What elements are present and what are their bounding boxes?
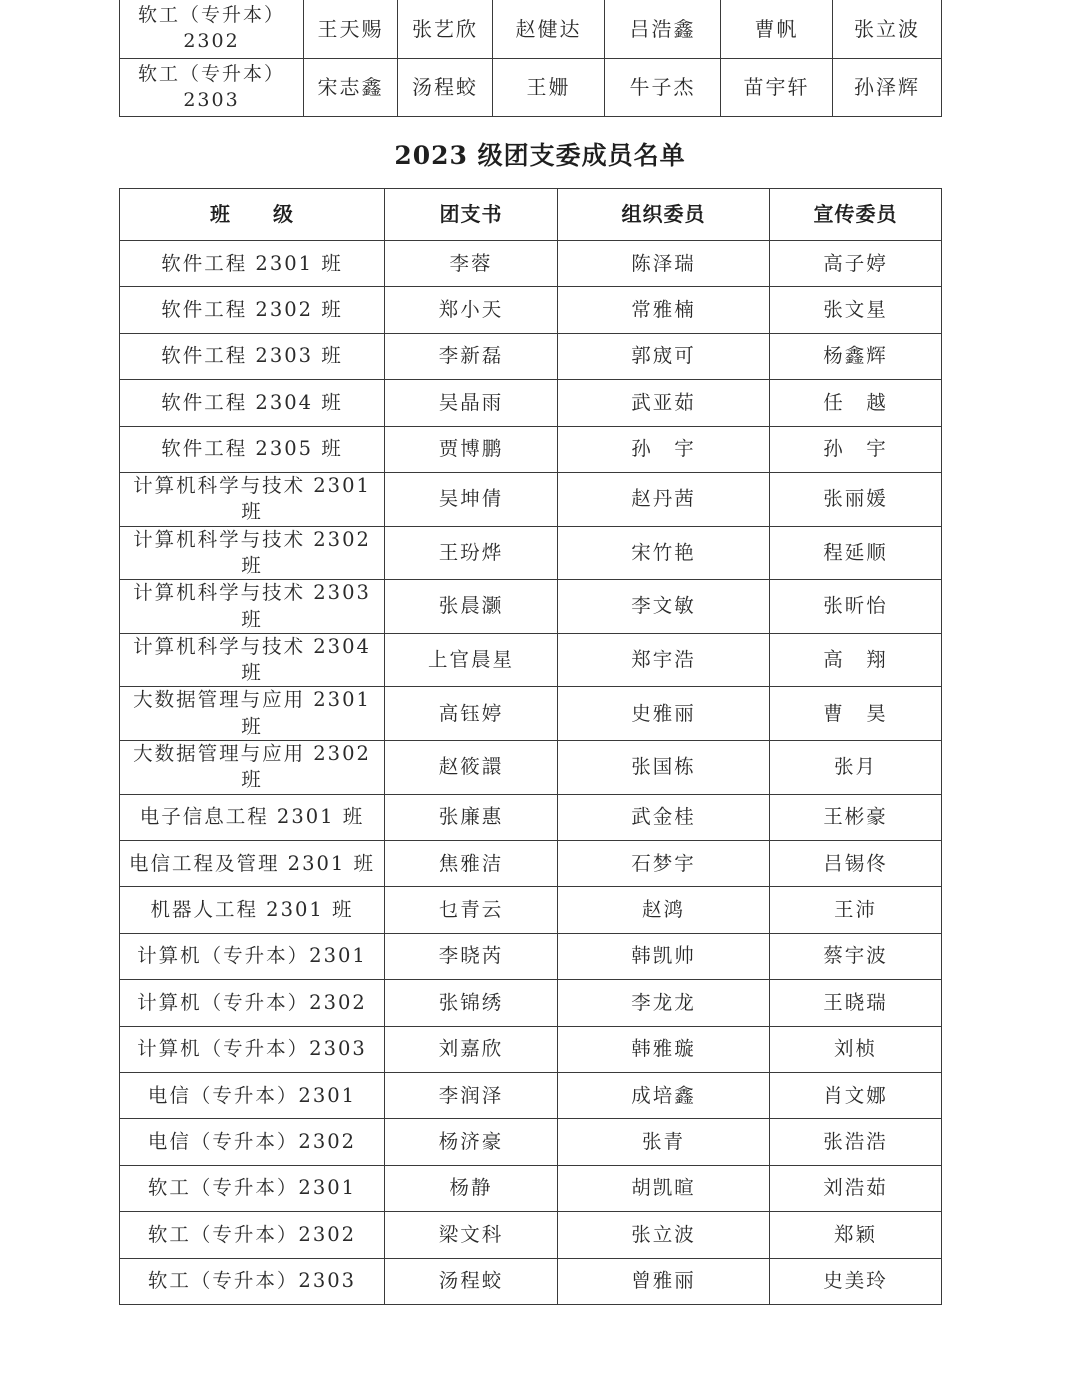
organizer-cell: 张立波 (558, 1212, 770, 1258)
secretary-cell: 上官晨星 (385, 633, 558, 687)
publicity-cell: 肖文娜 (770, 1073, 942, 1119)
class-cell: 软工（专升本）2301 (120, 1165, 385, 1211)
secretary-cell: 赵筱譞 (385, 741, 558, 795)
table-row (120, 1026, 942, 1072)
table-row (120, 1258, 942, 1304)
class-cell: 软工（专升本）2302 (120, 1212, 385, 1258)
table-row (120, 687, 942, 741)
organizer-cell: 孙 宇 (558, 426, 770, 472)
table-row (120, 59, 942, 117)
publicity-cell: 张文星 (770, 287, 942, 333)
organizer-cell: 石梦宇 (558, 841, 770, 887)
table-row (120, 980, 942, 1026)
publicity-cell: 程延顺 (770, 526, 942, 580)
class-cell: 计算机科学与技术 2301 班 (120, 472, 385, 526)
class-cell: 电信工程及管理 2301 班 (120, 841, 385, 887)
secretary-cell: 汤程蛟 (385, 1258, 558, 1304)
class-cell: 电信（专升本）2301 (120, 1073, 385, 1119)
table-row (120, 580, 942, 634)
organizer-cell: 韩雅璇 (558, 1026, 770, 1072)
class-cell: 电子信息工程 2301 班 (120, 794, 385, 840)
secretary-cell: 贾博鹏 (385, 426, 558, 472)
organizer-cell: 李龙龙 (558, 980, 770, 1026)
table-row (120, 526, 942, 580)
organizer-cell: 史雅丽 (558, 687, 770, 741)
organizer-cell: 韩凯帅 (558, 933, 770, 979)
organizer-cell: 李文敏 (558, 580, 770, 634)
secretary-cell: 杨静 (385, 1165, 558, 1211)
table-row (120, 287, 942, 333)
committee-table (119, 188, 942, 1305)
publicity-cell: 任 越 (770, 380, 942, 426)
table-header-row (120, 189, 942, 241)
publicity-cell: 王沛 (770, 887, 942, 933)
table-row (120, 333, 942, 379)
name-cell: 吕浩鑫 (605, 0, 721, 59)
secretary-cell: 李蓉 (385, 241, 558, 287)
publicity-cell: 刘浩茹 (770, 1165, 942, 1211)
publicity-cell: 张月 (770, 741, 942, 795)
class-cell: 软件工程 2301 班 (120, 241, 385, 287)
table-row (120, 633, 942, 687)
secretary-cell: 郑小天 (385, 287, 558, 333)
publicity-cell: 张昕怡 (770, 580, 942, 634)
table-row (120, 1212, 942, 1258)
table-row (120, 741, 942, 795)
publicity-cell: 郑颖 (770, 1212, 942, 1258)
secretary-cell: 张锦绣 (385, 980, 558, 1026)
organizer-cell: 张国栋 (558, 741, 770, 795)
publicity-cell: 刘桢 (770, 1026, 942, 1072)
header-secretary: 团支书 (385, 189, 558, 241)
secretary-cell: 吴晶雨 (385, 380, 558, 426)
class-cell: 计算机（专升本）2301 (120, 933, 385, 979)
secretary-cell: 李晓芮 (385, 933, 558, 979)
organizer-cell: 宋竹艳 (558, 526, 770, 580)
secretary-cell: 杨济豪 (385, 1119, 558, 1165)
secretary-cell: 高钰婷 (385, 687, 558, 741)
table-row (120, 426, 942, 472)
class-cell: 软工（专升本）2303 (120, 59, 304, 117)
class-cell: 软工（专升本）2303 (120, 1258, 385, 1304)
secretary-cell: 王玢烨 (385, 526, 558, 580)
class-cell: 大数据管理与应用 2301 班 (120, 687, 385, 741)
class-cell: 电信（专升本）2302 (120, 1119, 385, 1165)
class-cell: 软件工程 2303 班 (120, 333, 385, 379)
table-row (120, 241, 942, 287)
name-cell: 王姗 (493, 59, 605, 117)
organizer-cell: 武亚茹 (558, 380, 770, 426)
publicity-cell: 吕锡佟 (770, 841, 942, 887)
publicity-cell: 王晓瑞 (770, 980, 942, 1026)
organizer-cell: 曾雅丽 (558, 1258, 770, 1304)
table-row (120, 887, 942, 933)
name-cell: 王天赐 (304, 0, 398, 59)
class-cell: 计算机（专升本）2302 (120, 980, 385, 1026)
publicity-cell: 张浩浩 (770, 1119, 942, 1165)
secretary-cell: 梁文科 (385, 1212, 558, 1258)
header-organizer: 组织委员 (558, 189, 770, 241)
publicity-cell: 王彬豪 (770, 794, 942, 840)
class-cell: 软件工程 2304 班 (120, 380, 385, 426)
table-row (120, 1119, 942, 1165)
table-row (120, 841, 942, 887)
organizer-cell: 武金桂 (558, 794, 770, 840)
class-cell: 计算机科学与技术 2302 班 (120, 526, 385, 580)
organizer-cell: 赵鸿 (558, 887, 770, 933)
table-row (120, 1073, 942, 1119)
class-cell: 软工（专升本）2302 (120, 0, 304, 59)
publicity-cell: 史美玲 (770, 1258, 942, 1304)
name-cell: 宋志鑫 (304, 59, 398, 117)
secretary-cell: 吴坤倩 (385, 472, 558, 526)
organizer-cell: 陈泽瑞 (558, 241, 770, 287)
class-cell: 软件工程 2302 班 (120, 287, 385, 333)
class-cell: 软件工程 2305 班 (120, 426, 385, 472)
publicity-cell: 曹 昊 (770, 687, 942, 741)
publicity-cell: 张丽媛 (770, 472, 942, 526)
header-class: 班 级 (120, 189, 385, 241)
class-cell: 机器人工程 2301 班 (120, 887, 385, 933)
name-cell: 汤程蛟 (398, 59, 493, 117)
publicity-cell: 高子婷 (770, 241, 942, 287)
class-cell: 大数据管理与应用 2302 班 (120, 741, 385, 795)
table-row (120, 933, 942, 979)
name-cell: 张艺欣 (398, 0, 493, 59)
secretary-cell: 张晨灏 (385, 580, 558, 634)
organizer-cell: 胡凯暄 (558, 1165, 770, 1211)
name-cell: 苗宇轩 (721, 59, 833, 117)
organizer-cell: 郑宇浩 (558, 633, 770, 687)
class-cell: 计算机（专升本）2303 (120, 1026, 385, 1072)
publicity-cell: 高 翔 (770, 633, 942, 687)
secretary-cell: 张廉惠 (385, 794, 558, 840)
table-row (120, 794, 942, 840)
publicity-cell: 蔡宇波 (770, 933, 942, 979)
name-cell: 牛子杰 (605, 59, 721, 117)
previous-class-table (119, 0, 942, 117)
publicity-cell: 杨鑫辉 (770, 333, 942, 379)
table-row (120, 0, 942, 59)
name-cell: 赵健达 (493, 0, 605, 59)
organizer-cell: 赵丹茜 (558, 472, 770, 526)
secretary-cell: 李新磊 (385, 333, 558, 379)
table-row (120, 1165, 942, 1211)
class-cell: 计算机科学与技术 2303 班 (120, 580, 385, 634)
secretary-cell: 焦雅洁 (385, 841, 558, 887)
organizer-cell: 成培鑫 (558, 1073, 770, 1119)
name-cell: 孙泽辉 (833, 59, 942, 117)
secretary-cell: 刘嘉欣 (385, 1026, 558, 1072)
name-cell: 曹帆 (721, 0, 833, 59)
name-cell: 张立波 (833, 0, 942, 59)
organizer-cell: 张青 (558, 1119, 770, 1165)
table-row (120, 380, 942, 426)
secretary-cell: 李润泽 (385, 1073, 558, 1119)
publicity-cell: 孙 宇 (770, 426, 942, 472)
header-publicity: 宣传委员 (770, 189, 942, 241)
class-cell: 计算机科学与技术 2304 班 (120, 633, 385, 687)
organizer-cell: 郭宬可 (558, 333, 770, 379)
organizer-cell: 常雅楠 (558, 287, 770, 333)
secretary-cell: 乜青云 (385, 887, 558, 933)
page-title: 2023 级团支委成员名单 (394, 141, 686, 170)
table-row (120, 472, 942, 526)
